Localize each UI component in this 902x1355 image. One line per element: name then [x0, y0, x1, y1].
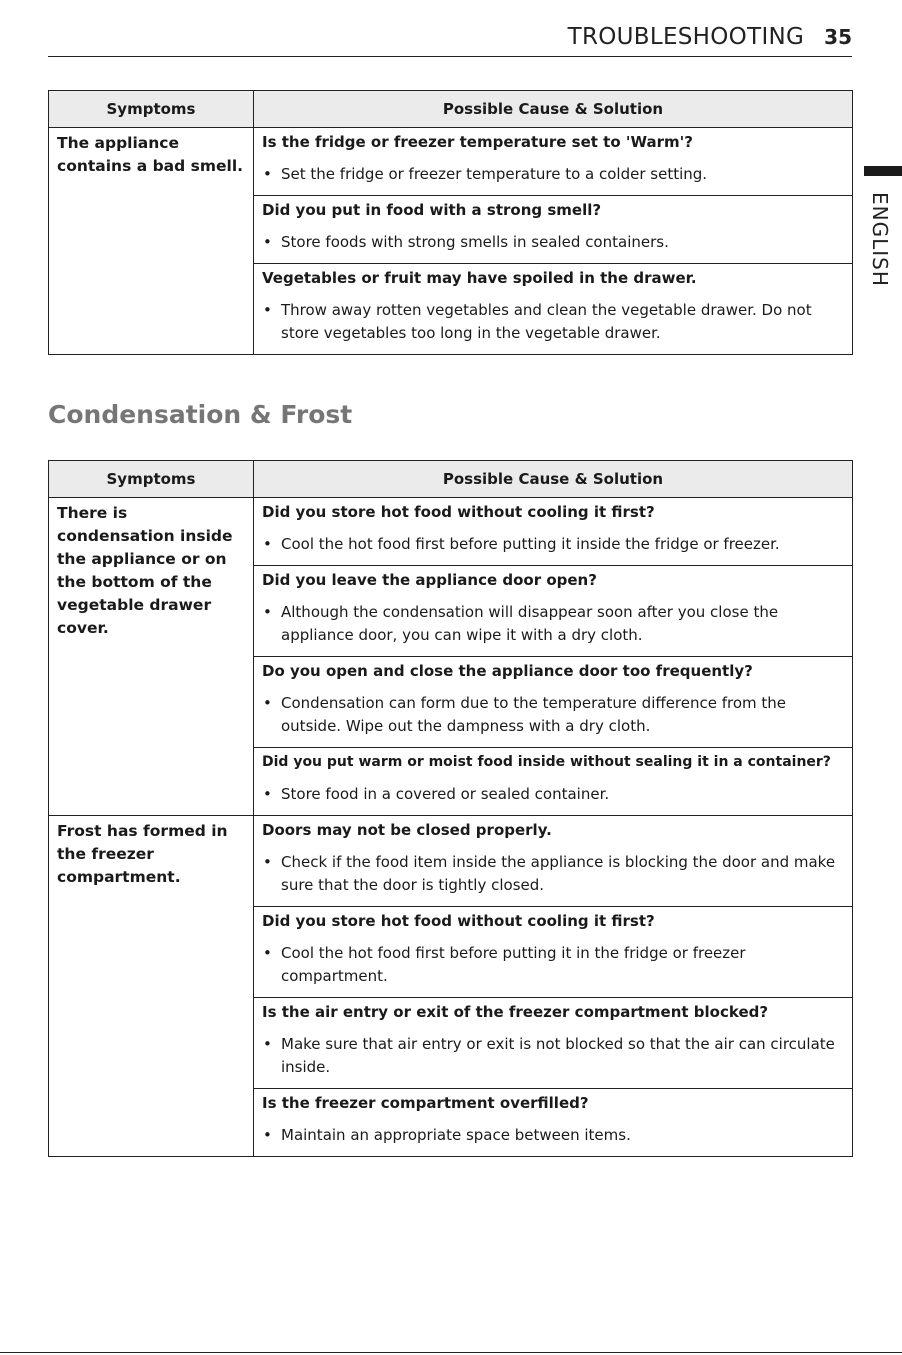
cause-question: Did you leave the appliance door open? [262, 571, 597, 589]
page-header [48, 18, 852, 57]
symptom-cell: There is condensation inside the appliance or on the bottom of the vegetable drawer cover. [49, 498, 254, 816]
section-name: TROUBLESHOOTING [567, 24, 805, 50]
symptom-cell: The appliance contains a bad smell. [49, 128, 254, 355]
bullet-icon: • [263, 603, 272, 621]
solution-text: Store foods with strong smells in sealed containers. [281, 233, 669, 251]
solution-text: Check if the food item inside the appliance is blocking the door and make sure that the door is tightly closed. [281, 853, 836, 894]
solution-text: Although the condensation will disappear soon after you close the appliance door, you can wipe it with a dry cloth. [281, 603, 779, 644]
cause-question: Is the air entry or exit of the freezer compartment blocked? [262, 1003, 769, 1021]
cause-item [254, 195, 852, 263]
bottom-rule [0, 1352, 902, 1353]
solution-text: Set the fridge or freezer temperature to a colder setting. [281, 165, 708, 183]
page-number: 35 [824, 25, 852, 49]
cause-solution [262, 1033, 844, 1079]
col-header-symptoms: Symptoms [49, 91, 254, 128]
cause-solution [262, 1124, 844, 1147]
table-header-row [49, 461, 853, 498]
col-header-symptoms: Symptoms [49, 461, 254, 498]
cause-cell [254, 816, 853, 1157]
bullet-icon: • [263, 233, 272, 251]
cause-question: Did you store hot food without cooling it first? [262, 912, 655, 930]
cause-solution [262, 692, 844, 738]
cause-item [254, 816, 852, 906]
symptom-cell: Frost has formed in the freezer compartment. [49, 816, 254, 1157]
cause-question: Did you store hot food without cooling it first? [262, 503, 655, 521]
bullet-icon: • [263, 165, 272, 183]
cause-question: Doors may not be closed properly. [262, 821, 552, 839]
cause-item [254, 263, 852, 354]
bullet-icon: • [263, 1126, 272, 1144]
cause-item [254, 747, 852, 815]
solution-text: Cool the hot food first before putting it inside the fridge or freezer. [281, 535, 780, 553]
cause-item [254, 906, 852, 997]
cause-solution [262, 851, 844, 897]
cause-solution [262, 299, 844, 345]
cause-item [254, 656, 852, 747]
solution-text: Maintain an appropriate space between items. [281, 1126, 631, 1144]
cause-question: Is the fridge or freezer temperature set to 'Warm'? [262, 133, 693, 151]
bullet-icon: • [263, 694, 272, 712]
bullet-icon: • [263, 944, 272, 962]
cause-item [254, 565, 852, 656]
cause-question: Is the freezer compartment overfilled? [262, 1094, 589, 1112]
solution-text: Make sure that air entry or exit is not blocked so that the air can circulate inside. [281, 1035, 835, 1076]
cause-solution [262, 231, 844, 254]
solution-text: Throw away rotten vegetables and clean the vegetable drawer. Do not store vegetables too long in the vegetable drawer. [281, 301, 812, 342]
cause-item [254, 1088, 852, 1156]
cause-question: Did you put warm or moist food inside without sealing it in a container? [262, 754, 831, 770]
bullet-icon: • [263, 853, 272, 871]
cause-question: Did you put in food with a strong smell? [262, 201, 602, 219]
cause-question: Do you open and close the appliance door too frequently? [262, 662, 753, 680]
side-tab-marker [864, 166, 902, 176]
table-row [49, 128, 853, 355]
cause-cell [254, 128, 853, 355]
table-row [49, 498, 853, 816]
solution-text: Store food in a covered or sealed container. [281, 785, 610, 803]
col-header-cause: Possible Cause & Solution [254, 91, 853, 128]
cause-solution [262, 783, 844, 806]
cause-item [254, 128, 852, 195]
col-header-cause: Possible Cause & Solution [254, 461, 853, 498]
cause-item [254, 997, 852, 1088]
cause-cell [254, 498, 853, 816]
solution-text: Cool the hot food first before putting it in the fridge or freezer compartment. [281, 944, 746, 985]
cause-solution [262, 533, 844, 556]
side-tab-label: ENGLISH [868, 192, 892, 287]
bullet-icon: • [263, 301, 272, 319]
bad-smell-table [48, 90, 853, 355]
solution-text: Condensation can form due to the temperature difference from the outside. Wipe out the dampness with a dry cloth. [281, 694, 787, 735]
bullet-icon: • [263, 535, 272, 553]
cause-question: Vegetables or fruit may have spoiled in the drawer. [262, 269, 697, 287]
cause-solution [262, 163, 844, 186]
table-header-row [49, 91, 853, 128]
section-title: Condensation & Frost [48, 400, 353, 429]
bullet-icon: • [263, 1035, 272, 1053]
bullet-icon: • [263, 785, 272, 803]
cause-solution [262, 942, 844, 988]
condensation-frost-table [48, 460, 853, 1157]
cause-item [254, 498, 852, 565]
table-row [49, 816, 853, 1157]
cause-solution [262, 601, 844, 647]
